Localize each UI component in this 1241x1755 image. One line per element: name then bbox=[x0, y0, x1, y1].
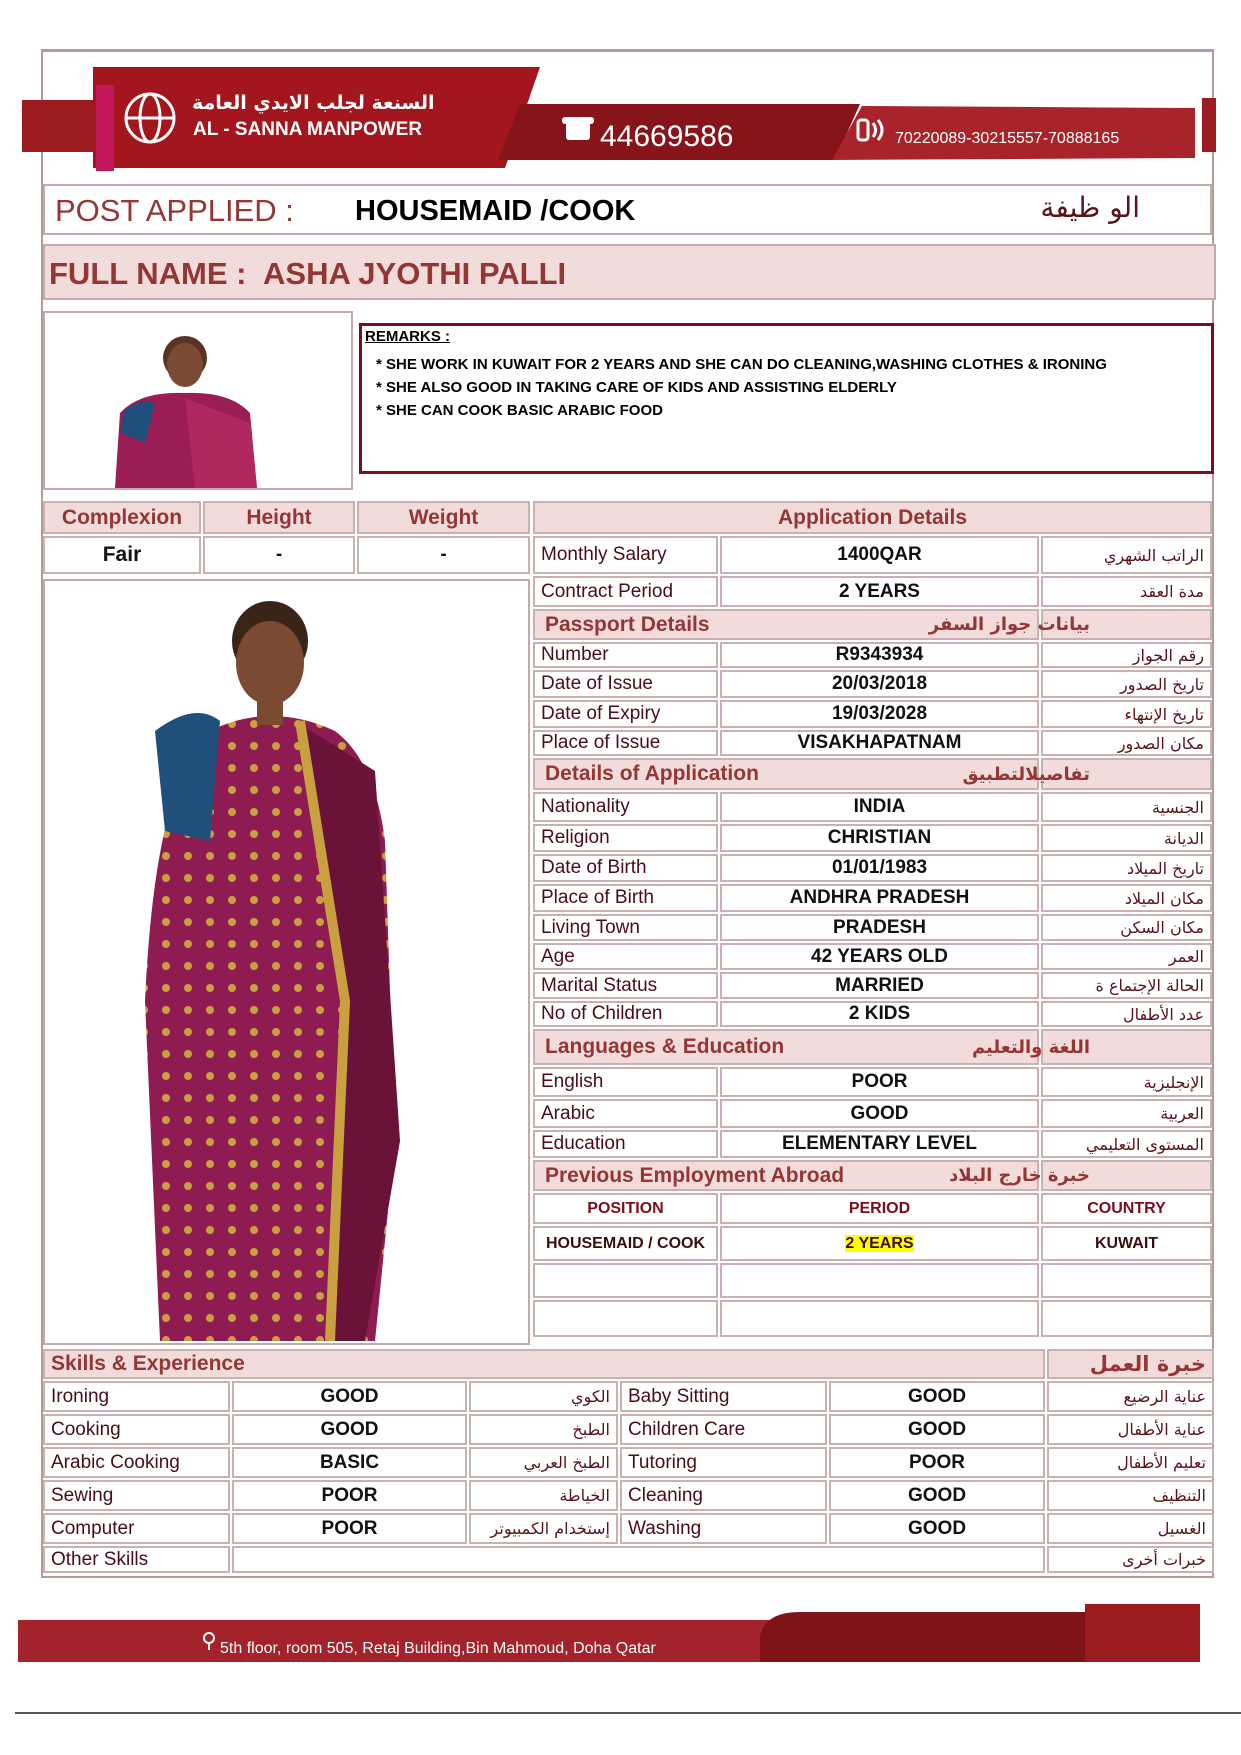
detail-label-arabic: مكان الميلاد bbox=[1041, 884, 1212, 912]
detail-label: Arabic bbox=[533, 1099, 718, 1128]
section-title: Languages & Education bbox=[533, 1029, 1039, 1065]
skill-label: Arabic Cooking bbox=[43, 1447, 230, 1478]
candidate-photo-full bbox=[45, 581, 528, 1343]
detail-row bbox=[533, 670, 1212, 698]
skills-table bbox=[41, 1347, 1216, 1575]
employment-cell bbox=[1041, 1300, 1212, 1337]
phone-icon bbox=[562, 117, 594, 140]
detail-row bbox=[533, 536, 1212, 574]
detail-label-arabic: المستوى التعليمي bbox=[1041, 1130, 1212, 1158]
detail-label: Contract Period bbox=[533, 576, 718, 607]
skill-label: Baby Sitting bbox=[620, 1381, 827, 1412]
skill-label-arabic: الغسيل bbox=[1047, 1513, 1214, 1544]
employment-row bbox=[533, 1263, 1212, 1298]
skills-title: Skills & Experience bbox=[43, 1349, 1045, 1379]
detail-label: Number bbox=[533, 642, 718, 668]
detail-value: POOR bbox=[720, 1067, 1039, 1097]
weight-value: - bbox=[357, 536, 530, 574]
detail-value: 01/01/1983 bbox=[720, 854, 1039, 882]
post-applied-arabic: الو ظيفة bbox=[1040, 191, 1140, 224]
detail-label: Religion bbox=[533, 824, 718, 852]
skill-label-arabic: التنظيف bbox=[1047, 1480, 1214, 1511]
detail-label-arabic: رقم الجواز bbox=[1041, 642, 1212, 668]
section-header bbox=[533, 758, 1212, 790]
mobile-numbers: 70220089-30215557-70888165 bbox=[895, 130, 1120, 147]
section-header bbox=[533, 609, 1212, 640]
skill-label-arabic: الطبخ bbox=[469, 1414, 618, 1445]
skill-label: Cleaning bbox=[620, 1480, 827, 1511]
detail-value: 1400QAR bbox=[720, 536, 1039, 574]
company-name: AL - SANNA MANPOWER bbox=[193, 119, 423, 140]
detail-row bbox=[533, 576, 1212, 607]
employment-column-header: PERIOD bbox=[720, 1193, 1039, 1224]
skill-level: GOOD bbox=[232, 1414, 467, 1445]
skill-label: Ironing bbox=[43, 1381, 230, 1412]
detail-value: MARRIED bbox=[720, 972, 1039, 999]
section-title-arabic: اللغة والتعليم bbox=[1041, 1029, 1212, 1065]
height-value: - bbox=[203, 536, 355, 574]
detail-value: PRADESH bbox=[720, 914, 1039, 941]
employment-row bbox=[533, 1300, 1212, 1337]
detail-row bbox=[533, 1067, 1212, 1097]
detail-label: Monthly Salary bbox=[533, 536, 718, 574]
skill-label: Tutoring bbox=[620, 1447, 827, 1478]
detail-value: INDIA bbox=[720, 792, 1039, 822]
detail-label-arabic: تاريخ الإنتهاء bbox=[1041, 700, 1212, 728]
detail-label-arabic: تاريخ الميلاد bbox=[1041, 854, 1212, 882]
candidate-photo-small bbox=[45, 313, 351, 488]
height-header: Height bbox=[203, 501, 355, 534]
detail-value: GOOD bbox=[720, 1099, 1039, 1128]
skill-level: GOOD bbox=[829, 1513, 1045, 1544]
detail-row bbox=[533, 943, 1212, 970]
company-arabic-name: السنعة لجلب الايدي العامة bbox=[192, 92, 435, 114]
page-divider bbox=[15, 1712, 1241, 1714]
full-name-value: ASHA JYOTHI PALLI bbox=[263, 256, 567, 291]
employment-cell bbox=[720, 1226, 1039, 1261]
detail-label: Education bbox=[533, 1130, 718, 1158]
section-header bbox=[533, 501, 1212, 534]
detail-label: Nationality bbox=[533, 792, 718, 822]
detail-label-arabic: الجنسية bbox=[1041, 792, 1212, 822]
detail-row bbox=[533, 914, 1212, 941]
section-header bbox=[533, 1160, 1212, 1191]
detail-label-arabic: الراتب الشهري bbox=[1041, 536, 1212, 574]
remarks-box bbox=[359, 323, 1214, 474]
application-details-table bbox=[531, 499, 1214, 1339]
footer-address: 5th floor, room 505, Retaj Building,Bin Mahmoud, Doha Qatar bbox=[220, 1640, 656, 1657]
detail-label: Age bbox=[533, 943, 718, 970]
remark-line: * SHE WORK IN KUWAIT FOR 2 YEARS AND SHE CAN DO CLEANING,WASHING CLOTHES & IRONING bbox=[376, 356, 1107, 373]
detail-row bbox=[533, 1001, 1212, 1027]
detail-value: CHRISTIAN bbox=[720, 824, 1039, 852]
employment-row bbox=[533, 1226, 1212, 1261]
complexion-value: Fair bbox=[43, 536, 201, 574]
section-header bbox=[533, 1029, 1212, 1065]
detail-label-arabic: مكان الصدور bbox=[1041, 730, 1212, 756]
detail-row bbox=[533, 730, 1212, 756]
skill-row bbox=[43, 1447, 1214, 1478]
section-title: Previous Employment Abroad bbox=[533, 1160, 1039, 1191]
skill-level: POOR bbox=[232, 1513, 467, 1544]
detail-value: 2 KIDS bbox=[720, 1001, 1039, 1027]
detail-row bbox=[533, 700, 1212, 728]
detail-label: Living Town bbox=[533, 914, 718, 941]
employment-header-row bbox=[533, 1193, 1212, 1224]
detail-value: R9343934 bbox=[720, 642, 1039, 668]
skill-row bbox=[43, 1381, 1214, 1412]
detail-row bbox=[533, 1130, 1212, 1158]
detail-label: Date of Issue bbox=[533, 670, 718, 698]
section-title: Details of Application bbox=[533, 758, 1039, 790]
full-name-label: FULL NAME : bbox=[49, 256, 247, 291]
detail-label-arabic: عدد الأطفال bbox=[1041, 1001, 1212, 1027]
skill-level: POOR bbox=[829, 1447, 1045, 1478]
detail-label-arabic: مكان السكن bbox=[1041, 914, 1212, 941]
skill-label: Sewing bbox=[43, 1480, 230, 1511]
detail-label-arabic: مدة العقد bbox=[1041, 576, 1212, 607]
detail-value: 2 YEARS bbox=[720, 576, 1039, 607]
other-skills-value bbox=[232, 1546, 1045, 1573]
skill-row bbox=[43, 1414, 1214, 1445]
skill-level: GOOD bbox=[829, 1414, 1045, 1445]
detail-row bbox=[533, 642, 1212, 668]
skill-label: Washing bbox=[620, 1513, 827, 1544]
detail-label-arabic: العربية bbox=[1041, 1099, 1212, 1128]
detail-label: Place of Issue bbox=[533, 730, 718, 756]
skill-label-arabic: الطبخ العربي bbox=[469, 1447, 618, 1478]
detail-label: English bbox=[533, 1067, 718, 1097]
detail-value: ELEMENTARY LEVEL bbox=[720, 1130, 1039, 1158]
detail-label: Marital Status bbox=[533, 972, 718, 999]
detail-row bbox=[533, 824, 1212, 852]
skill-label-arabic: الخياطة bbox=[469, 1480, 618, 1511]
detail-label-arabic: الإنجليزية bbox=[1041, 1067, 1212, 1097]
photo-large-cell bbox=[43, 579, 530, 1345]
detail-label: No of Children bbox=[533, 1001, 718, 1027]
detail-row bbox=[533, 972, 1212, 999]
other-skills-label: Other Skills bbox=[43, 1546, 230, 1573]
section-title: Passport Details bbox=[533, 609, 1039, 640]
employment-cell bbox=[720, 1263, 1039, 1298]
skill-level: BASIC bbox=[232, 1447, 467, 1478]
section-title-arabic: خبرة خارج البلاد bbox=[1041, 1160, 1212, 1191]
detail-value: 19/03/2028 bbox=[720, 700, 1039, 728]
employment-cell bbox=[533, 1300, 718, 1337]
detail-row bbox=[533, 854, 1212, 882]
remarks-title: REMARKS : bbox=[365, 328, 450, 345]
footer-banner bbox=[0, 1596, 1241, 1671]
detail-label-arabic: تاريخ الصدور bbox=[1041, 670, 1212, 698]
skill-label-arabic: تعليم الأطفال bbox=[1047, 1447, 1214, 1478]
skill-level: POOR bbox=[232, 1480, 467, 1511]
complexion-header: Complexion bbox=[43, 501, 201, 534]
section-title: Application Details bbox=[533, 501, 1212, 534]
skill-label: Children Care bbox=[620, 1414, 827, 1445]
post-applied-value: HOUSEMAID /COOK bbox=[355, 195, 636, 227]
detail-label: Date of Birth bbox=[533, 854, 718, 882]
employment-cell: KUWAIT bbox=[1041, 1226, 1212, 1261]
detail-label: Place of Birth bbox=[533, 884, 718, 912]
photo-small-cell bbox=[43, 311, 353, 490]
detail-label: Date of Expiry bbox=[533, 700, 718, 728]
employment-cell: HOUSEMAID / COOK bbox=[533, 1226, 718, 1261]
detail-value: 20/03/2018 bbox=[720, 670, 1039, 698]
post-applied-label: POST APPLIED : bbox=[55, 193, 294, 228]
skill-label: Computer bbox=[43, 1513, 230, 1544]
skill-label-arabic: الكوي bbox=[469, 1381, 618, 1412]
physical-table bbox=[41, 499, 532, 576]
skill-level: GOOD bbox=[232, 1381, 467, 1412]
detail-row bbox=[533, 792, 1212, 822]
section-title-arabic: بيانات جواز السفر bbox=[1041, 609, 1212, 640]
other-skills-row bbox=[43, 1546, 1214, 1573]
detail-label-arabic: العمر bbox=[1041, 943, 1212, 970]
detail-value: VISAKHAPATNAM bbox=[720, 730, 1039, 756]
detail-label-arabic: الديانة bbox=[1041, 824, 1212, 852]
employment-cell bbox=[1041, 1263, 1212, 1298]
skill-level: GOOD bbox=[829, 1381, 1045, 1412]
skills-title-arabic: خبرة العمل bbox=[1047, 1349, 1214, 1379]
other-skills-arabic: خبرات أخرى bbox=[1047, 1546, 1214, 1573]
employment-column-header: POSITION bbox=[533, 1193, 718, 1224]
post-applied-row bbox=[43, 184, 1212, 235]
skill-label-arabic: إستخدام الكمبيوتر bbox=[469, 1513, 618, 1544]
weight-header: Weight bbox=[357, 501, 530, 534]
detail-label-arabic: الحالة الإجتماع ة bbox=[1041, 972, 1212, 999]
skill-row bbox=[43, 1480, 1214, 1511]
remark-line: * SHE ALSO GOOD IN TAKING CARE OF KIDS AND ASSISTING ELDERLY bbox=[376, 379, 897, 396]
detail-value: ANDHRA PRADESH bbox=[720, 884, 1039, 912]
skill-label-arabic: عناية الرضيع bbox=[1047, 1381, 1214, 1412]
employment-cell bbox=[533, 1263, 718, 1298]
full-name-row bbox=[43, 244, 1216, 300]
skill-label-arabic: عناية الأطفال bbox=[1047, 1414, 1214, 1445]
detail-value: 42 YEARS OLD bbox=[720, 943, 1039, 970]
highlighted-period: 2 YEARS bbox=[845, 1234, 914, 1252]
detail-row bbox=[533, 1099, 1212, 1128]
skill-row bbox=[43, 1513, 1214, 1544]
employment-column-header: COUNTRY bbox=[1041, 1193, 1212, 1224]
remark-line: * SHE CAN COOK BASIC ARABIC FOOD bbox=[376, 402, 663, 419]
detail-row bbox=[533, 884, 1212, 912]
section-title-arabic: تفاصيلالتطبيق bbox=[1041, 758, 1212, 790]
employment-cell bbox=[720, 1300, 1039, 1337]
skill-level: GOOD bbox=[829, 1480, 1045, 1511]
skill-label: Cooking bbox=[43, 1414, 230, 1445]
phone-number: 44669586 bbox=[600, 120, 734, 153]
